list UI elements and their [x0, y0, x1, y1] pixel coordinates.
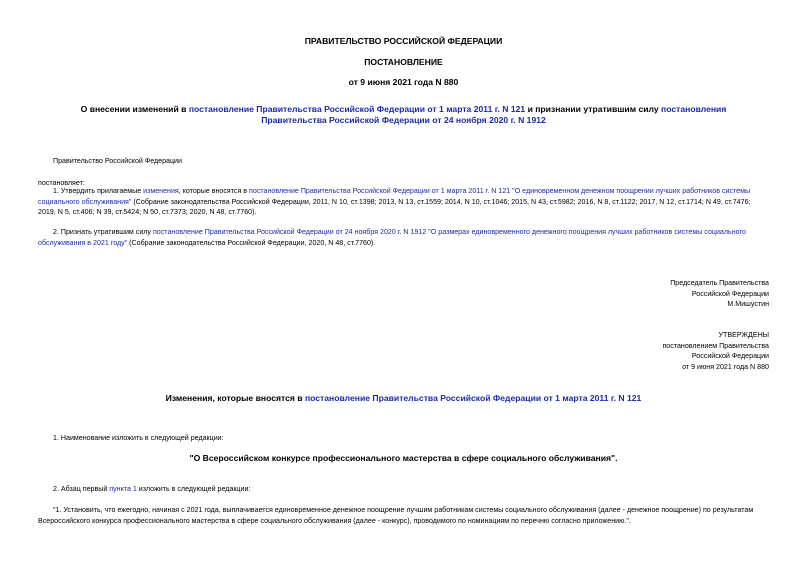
- changes-item-2: [53, 484, 250, 495]
- approval-block: [662, 330, 769, 372]
- title-text-2: и признании утратившим силу: [525, 104, 662, 114]
- title-link-decree-121[interactable]: постановление Правительства Российской Федерации от 1 марта 2011 г. N 121: [188, 104, 526, 114]
- changes-item2-post: изложить в следующей редакции:: [136, 485, 251, 493]
- changes-item-1: 1. Наименование изложить в следующей редакции:: [53, 434, 224, 442]
- item1-text-mid: , которые вносятся в: [178, 187, 250, 195]
- doc-type-heading: ПОСТАНОВЛЕНИЕ: [364, 57, 443, 67]
- item2-text-pre: 2. Признать утратившим силу: [53, 228, 153, 236]
- changes-item2-pre: 2. Абзац первый: [53, 485, 110, 493]
- changes-item-2-quote: [38, 505, 769, 526]
- government-line: Правительство Российской Федерации: [53, 157, 182, 165]
- changes-title-text: Изменения, которые вносятся в: [165, 393, 305, 403]
- link-changes[interactable]: изменения: [143, 187, 179, 195]
- approval-line-3: Российской Федерации: [691, 352, 769, 361]
- document-title: [60, 104, 747, 126]
- item1-text-pre: 1. Утвердить прилагаемые: [53, 187, 144, 195]
- changes-item2-quote-text: "1. Установить, что ежегодно, начиная с 2021 года, выплачивается единовременное денежное поощрение лучшим работникам системы социального обслуживания (далее - денежное поощрение) по результатам Всероссийского конкурса профессионального мастерства в сфере социального обслуживания (далее - конкурс), проводимого по номинациям по перечню согласно приложению.".: [38, 506, 754, 525]
- link-decree-1912[interactable]: постановление Правительства Российской Федерации от 24 ноября 2020 г. N 1912 "О размерах единовременного денежного поощрения лучших работников системы социального обслуживания в 2021 году": [38, 228, 746, 247]
- signature-line-2: Российской Федерации: [691, 289, 769, 298]
- changes-title: [40, 393, 767, 404]
- item-2-paragraph: [38, 227, 769, 248]
- government-heading: ПРАВИТЕЛЬСТВО РОССИЙСКОЙ ФЕДЕРАЦИИ: [304, 36, 503, 46]
- link-point-1[interactable]: пункта 1: [109, 485, 137, 493]
- decrees-line: постановляет:: [38, 179, 85, 187]
- signature-line-3: М.Мишустин: [727, 300, 769, 309]
- doc-date: от 9 июня 2021 года N 880: [348, 77, 459, 87]
- title-text-1: О внесении изменений в: [80, 104, 189, 114]
- item1-text-post: (Собрание законодательства Российской Федерации, 2011, N 10, ст.1398; 2013, N 13, ст.1559; 2014, N 10, ст.1046; 2015, N 43, ст.5982; 2016, N 8, ст.1122; 2017, N 12, ст.1714; N 49, ст.7476; 2019, N 5, ст.406; N 39, ст.5424; N 50, ст.7373; 2020, N 48, ст.7760).: [38, 197, 751, 217]
- approval-line-1: УТВЕРЖДЕНЫ: [718, 331, 769, 339]
- item-1-paragraph: [38, 186, 769, 218]
- changes-title-link[interactable]: постановление Правительства Российской Федерации от 1 марта 2011 г. N 121: [304, 393, 642, 403]
- signature-line-1: Председатель Правительства: [670, 279, 769, 287]
- approval-line-4: от 9 июня 2021 года N 880: [682, 362, 769, 371]
- link-decree-121[interactable]: постановление Правительства Российской Федерации от 1 марта 2011 г. N 121 "О единовременном денежном поощрении лучших работников системы социального обслуживания": [38, 187, 751, 206]
- item2-text-post: (Собрание законодательства Российской Федерации, 2020, N 48, ст.7760).: [127, 238, 376, 247]
- signature-block: [670, 278, 769, 310]
- changes-item-1-quote: "О Всероссийском конкурсе профессионального мастерства в сфере социального обслуживания".: [189, 453, 618, 463]
- title-link-decree-1912[interactable]: постановления Правительства Российской Федерации от 24 ноября 2020 г. N 1912: [261, 104, 727, 125]
- approval-line-2: постановлением Правительства: [662, 341, 769, 350]
